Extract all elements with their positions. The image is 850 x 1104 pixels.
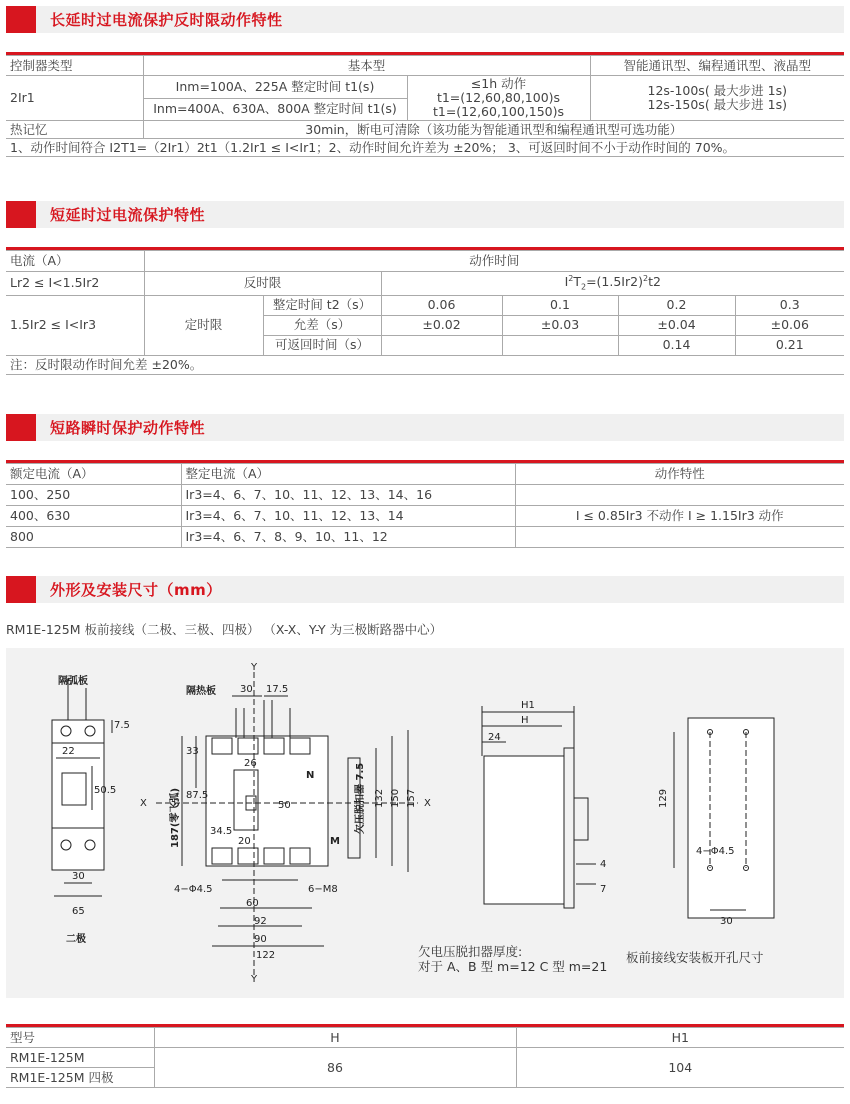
label-heat-plate: 隔热板 [186, 686, 216, 697]
header-characteristic: 动作特性 [515, 464, 844, 485]
short-delay-note: 注：反时限动作时间允差 ±20%。 [6, 355, 844, 374]
cell-inm1: Inm=100A、225A 整定时间 t1(s) [143, 76, 407, 99]
cell-tolerance: ±0.04 [618, 315, 735, 335]
cell-set-time: 0.2 [618, 295, 735, 315]
cell-rated: 800 [6, 527, 181, 548]
cell-rated: 400、630 [6, 506, 181, 527]
header-set-current: 整定电流（A） [181, 464, 515, 485]
header-current: 电流（A） [6, 251, 144, 272]
cell-tolerance: ±0.02 [381, 315, 502, 335]
dim-h: H [521, 715, 529, 726]
cell-model: RM1E-125M 四极 [6, 1068, 154, 1088]
cell-set: Ir3=4、6、7、10、11、12、13、14 [181, 506, 515, 527]
dim-122: 122 [256, 950, 276, 961]
cell-formula: $I^2T_2=(1.5Ir2)^2t2$ [381, 272, 844, 296]
cell-return [502, 335, 618, 355]
cell-set-time: 0.06 [381, 295, 502, 315]
dim-90: 90 [254, 934, 267, 945]
dim-34-5: 34.5 [210, 826, 233, 837]
section-title: 长延时过电流保护反时限动作特性 [50, 11, 283, 29]
cell-return: 0.14 [618, 335, 735, 355]
dim-7: 7 [600, 884, 607, 895]
label-undervoltage: 欠压脱扣器 7.5 [355, 762, 366, 834]
label-holes: 4−Φ4.5 [174, 884, 213, 895]
cell-set: Ir3=4、6、7、8、9、10、11、12 [181, 527, 515, 548]
dim-150: 150 [390, 788, 401, 808]
cell-inverse-mode: 反时限 [144, 272, 381, 296]
cell-h1-value: 104 [516, 1048, 844, 1088]
label-holes-panel: 4−Φ4.5 [696, 846, 735, 857]
label-two-pole: 二极 [66, 934, 86, 945]
dim-7-5: 7.5 [114, 720, 130, 731]
dimension-table [6, 1024, 844, 1088]
cell-inverse-current: Lr2 ≤ I<1.5Ir2 [6, 272, 144, 296]
dim-87-5: 87.5 [186, 790, 209, 801]
section-marker [6, 201, 36, 228]
header-rated-current: 额定电流（A） [6, 464, 181, 485]
cell-h-value: 86 [154, 1048, 516, 1088]
cell-definite-mode: 定时限 [144, 295, 263, 355]
long-delay-table [6, 52, 844, 157]
cell-characteristic: I ≤ 0.85Ir3 不动作 I ≥ 1.15Ir3 动作 [515, 506, 844, 527]
dim-33: 33 [186, 746, 199, 757]
section-header-short-delay [6, 201, 844, 228]
cell-return-label: 可返回时间（s） [263, 335, 381, 355]
cell-tolerance-label: 允差（s） [263, 315, 381, 335]
axis-x-left: X [140, 798, 147, 809]
figure-caption: RM1E-125M 板前接线（二极、三极、四极） （X-X、Y-Y 为三极断路器中心） [6, 622, 443, 637]
dim-157: 157 [406, 788, 417, 808]
header-smart: 智能通讯型、编程通讯型、液晶型 [590, 56, 844, 76]
dim-92: 92 [254, 916, 267, 927]
dim-26: 26 [244, 758, 257, 769]
dim-20: 20 [238, 836, 251, 847]
section-title: 外形及安装尺寸（mm） [50, 581, 222, 599]
dim-h1: H1 [521, 700, 535, 711]
axis-y-top: Y [251, 662, 258, 673]
cell-inm2: Inm=400A、630A、800A 整定时间 t1(s) [143, 98, 407, 121]
dim-50-5: 50.5 [94, 785, 117, 796]
header-action-time: 动作时间 [144, 251, 844, 272]
dim-30: 30 [72, 871, 85, 882]
label-m: M [330, 836, 340, 847]
dimension-drawings [6, 648, 844, 998]
instant-table [6, 460, 844, 548]
dim-4: 4 [600, 859, 607, 870]
dim-30c: 30 [720, 916, 733, 927]
cell-return [381, 335, 502, 355]
section-title: 短路瞬时保护动作特性 [50, 419, 206, 437]
cell-set-time: 0.3 [735, 295, 844, 315]
cell-blank [515, 527, 844, 548]
dim-22: 22 [62, 746, 75, 757]
cell-model: RM1E-125M [6, 1048, 154, 1068]
cell-definite-current: 1.5Ir2 ≤ I<Ir3 [6, 295, 144, 355]
cell-return: 0.21 [735, 335, 844, 355]
cell-thermal: 热记忆 [6, 121, 143, 139]
dim-24: 24 [488, 732, 501, 743]
axis-y-bottom: Y [251, 974, 258, 985]
cell-thermal-value: 30min，断电可清除（该功能为智能通讯型和编程通讯型可选功能） [143, 121, 844, 139]
section-header-long-delay [6, 6, 844, 33]
dim-187: 187(零飞弧) [170, 787, 181, 848]
cell-2ir1: 2Ir1 [6, 76, 143, 121]
cell-t1-values: ≤1h 动作 t1=(12,60,80,100)s t1=(12,60,100,150)s [407, 76, 590, 121]
section-header-instant [6, 414, 844, 441]
section-marker [6, 414, 36, 441]
section-marker [6, 576, 36, 603]
label-m8: 6−M8 [308, 884, 338, 895]
label-n: N [306, 770, 315, 781]
header-h: H [154, 1028, 516, 1048]
cell-blank [515, 485, 844, 506]
cell-set-time: 0.1 [502, 295, 618, 315]
long-delay-note: 1、动作时间符合 I2T1=（2Ir1）2t1（1.2Ir1 ≤ I<Ir1；2、动作时间允许差为 ±20%； 3、可返回时间不小于动作时间的 70%。 [6, 139, 844, 157]
dim-60: 60 [246, 898, 259, 909]
panel-cutout-drawing [674, 718, 774, 918]
dim-129: 129 [658, 788, 669, 808]
dim-132: 132 [374, 788, 385, 808]
dim-30b: 30 [240, 684, 253, 695]
panel-cut-note: 板前接线安装板开孔尺寸 [626, 950, 764, 965]
undervoltage-note: 欠电压脱扣器厚度: 对于 A、B 型 m=12 C 型 m=21 [418, 944, 608, 974]
cell-smart-range: 12s-100s( 最大步进 1s) 12s-150s( 最大步进 1s) [590, 76, 844, 121]
dim-50: 50 [278, 800, 291, 811]
section-marker [6, 6, 36, 33]
cell-set: Ir3=4、6、7、10、11、12、13、14、16 [181, 485, 515, 506]
dim-65: 65 [72, 906, 85, 917]
axis-x-right: X [424, 798, 431, 809]
header-controller-type: 控制器类型 [6, 56, 143, 76]
cell-tolerance: ±0.03 [502, 315, 618, 335]
section-title: 短延时过电流保护特性 [50, 206, 206, 224]
section-header-dimensions [6, 576, 844, 603]
cell-rated: 100、250 [6, 485, 181, 506]
label-arc-plate: 隔弧板 [58, 676, 88, 687]
header-basic: 基本型 [143, 56, 590, 76]
front-view-drawing [156, 672, 418, 978]
cell-set-time-label: 整定时间 t2（s） [263, 295, 381, 315]
header-h1: H1 [516, 1028, 844, 1048]
short-delay-table [6, 247, 844, 375]
header-model: 型号 [6, 1028, 154, 1048]
cell-tolerance: ±0.06 [735, 315, 844, 335]
dim-17-5: 17.5 [266, 684, 289, 695]
